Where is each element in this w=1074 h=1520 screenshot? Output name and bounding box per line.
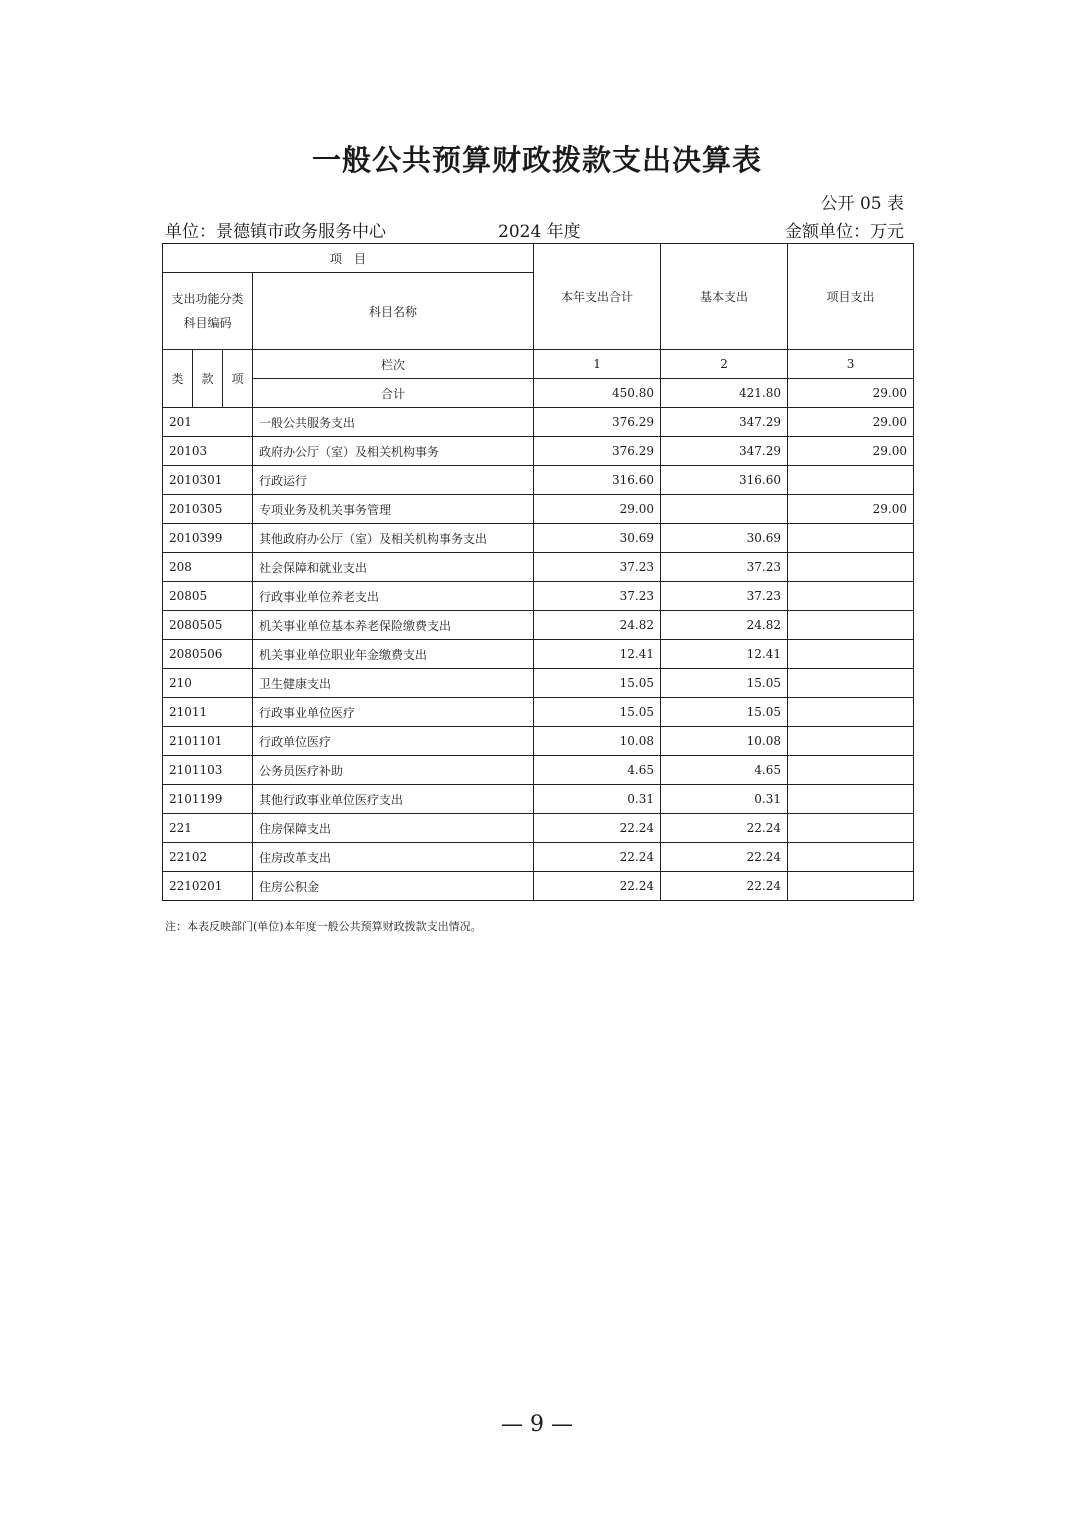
table-row: [163, 727, 914, 756]
row-basic: 22.24: [661, 843, 788, 872]
table-row: [163, 640, 914, 669]
row-basic: 316.60: [661, 466, 788, 495]
row-code: 22102: [163, 843, 253, 872]
header-lanci-2: 2: [661, 350, 788, 379]
row-project: [788, 872, 914, 901]
row-basic: 4.65: [661, 756, 788, 785]
row-project: [788, 843, 914, 872]
row-basic: 15.05: [661, 669, 788, 698]
table-row: [163, 582, 914, 611]
row-total: 15.05: [534, 698, 661, 727]
row-total: 376.29: [534, 437, 661, 466]
row-total: 24.82: [534, 611, 661, 640]
row-basic: [661, 495, 788, 524]
row-project: [788, 640, 914, 669]
row-code: 221: [163, 814, 253, 843]
row-code: 20805: [163, 582, 253, 611]
header-subject-name: 科目名称: [253, 273, 534, 350]
total-row: [163, 379, 914, 408]
header-lanci: 栏次: [253, 350, 534, 379]
row-project: [788, 756, 914, 785]
row-project: [788, 727, 914, 756]
table-row: [163, 466, 914, 495]
row-subject-name: 机关事业单位职业年金缴费支出: [253, 640, 534, 669]
row-code: 2080506: [163, 640, 253, 669]
header-xiang: 项: [223, 350, 253, 408]
table-row: [163, 437, 914, 466]
row-project: [788, 698, 914, 727]
row-total: 316.60: [534, 466, 661, 495]
row-basic: 37.23: [661, 582, 788, 611]
row-total: 30.69: [534, 524, 661, 553]
table-note: 注：本表反映部门(单位)本年度一般公共预算财政拨款支出情况。: [165, 920, 482, 933]
header-item: 项 目: [163, 244, 534, 273]
row-subject-name: 社会保障和就业支出: [253, 553, 534, 582]
row-project: [788, 553, 914, 582]
header-code-group: 支出功能分类科目编码: [163, 273, 253, 350]
row-subject-name: 公务员医疗补助: [253, 756, 534, 785]
unit-label: 单位：景德镇市政务服务中心: [165, 222, 386, 242]
row-subject-name: 行政运行: [253, 466, 534, 495]
row-basic: 347.29: [661, 437, 788, 466]
row-code: 2101101: [163, 727, 253, 756]
row-code: 2101199: [163, 785, 253, 814]
row-total: 15.05: [534, 669, 661, 698]
row-subject-name: 住房改革支出: [253, 843, 534, 872]
row-total: 4.65: [534, 756, 661, 785]
row-project: 29.00: [788, 408, 914, 437]
budget-table: [162, 243, 914, 901]
table-row: [163, 785, 914, 814]
row-project: [788, 814, 914, 843]
table-row: [163, 814, 914, 843]
row-total: 0.31: [534, 785, 661, 814]
header-row-item: [163, 244, 914, 273]
table-body: [163, 244, 914, 901]
row-project: [788, 466, 914, 495]
row-code: 210: [163, 669, 253, 698]
total-total: 450.80: [534, 379, 661, 408]
row-subject-name: 其他行政事业单位医疗支出: [253, 785, 534, 814]
header-lanci-3: 3: [788, 350, 914, 379]
year-label: 2024 年度: [498, 222, 581, 242]
header-col-project: 项目支出: [788, 244, 914, 350]
row-total: 22.24: [534, 872, 661, 901]
table-row: [163, 756, 914, 785]
row-total: 12.41: [534, 640, 661, 669]
total-basic: 421.80: [661, 379, 788, 408]
amount-unit-label: 金额单位：万元: [785, 222, 904, 242]
table-row: [163, 843, 914, 872]
row-subject-name: 行政事业单位养老支出: [253, 582, 534, 611]
row-code: 2010301: [163, 466, 253, 495]
row-basic: 12.41: [661, 640, 788, 669]
row-total: 22.24: [534, 843, 661, 872]
row-subject-name: 一般公共服务支出: [253, 408, 534, 437]
row-basic: 22.24: [661, 814, 788, 843]
row-code: 21011: [163, 698, 253, 727]
row-basic: 0.31: [661, 785, 788, 814]
header-col-total: 本年支出合计: [534, 244, 661, 350]
table-row: [163, 698, 914, 727]
row-basic: 37.23: [661, 553, 788, 582]
header-kuan: 款: [193, 350, 223, 408]
row-code: 2010305: [163, 495, 253, 524]
page-title: 一般公共预算财政拨款支出决算表: [311, 143, 762, 177]
row-project: 29.00: [788, 437, 914, 466]
header-row-lanci: [163, 350, 914, 379]
row-subject-name: 机关事业单位基本养老保险缴费支出: [253, 611, 534, 640]
table-row: [163, 495, 914, 524]
row-subject-name: 行政事业单位医疗: [253, 698, 534, 727]
row-project: [788, 582, 914, 611]
row-project: [788, 524, 914, 553]
row-project: [788, 611, 914, 640]
table-row: [163, 524, 914, 553]
row-total: 29.00: [534, 495, 661, 524]
row-total: 37.23: [534, 582, 661, 611]
total-project: 29.00: [788, 379, 914, 408]
row-project: [788, 785, 914, 814]
row-subject-name: 住房保障支出: [253, 814, 534, 843]
row-total: 37.23: [534, 553, 661, 582]
row-basic: 22.24: [661, 872, 788, 901]
row-code: 208: [163, 553, 253, 582]
row-subject-name: 住房公积金: [253, 872, 534, 901]
row-code: 20103: [163, 437, 253, 466]
total-label: 合计: [253, 379, 534, 408]
table-row: [163, 408, 914, 437]
row-code: 2010399: [163, 524, 253, 553]
row-code: 2101103: [163, 756, 253, 785]
row-subject-name: 卫生健康支出: [253, 669, 534, 698]
row-code: 2210201: [163, 872, 253, 901]
table-row: [163, 611, 914, 640]
row-code: 2080505: [163, 611, 253, 640]
row-project: [788, 669, 914, 698]
header-col-basic: 基本支出: [661, 244, 788, 350]
page-number: — 9 —: [501, 1412, 573, 1437]
row-subject-name: 行政单位医疗: [253, 727, 534, 756]
table-row: [163, 553, 914, 582]
row-project: 29.00: [788, 495, 914, 524]
form-number: 公开 05 表: [820, 194, 904, 214]
row-subject-name: 专项业务及机关事务管理: [253, 495, 534, 524]
row-basic: 10.08: [661, 727, 788, 756]
header-lei: 类: [163, 350, 193, 408]
table-row: [163, 872, 914, 901]
header-lanci-1: 1: [534, 350, 661, 379]
row-basic: 15.05: [661, 698, 788, 727]
table-row: [163, 669, 914, 698]
row-total: 10.08: [534, 727, 661, 756]
row-subject-name: 其他政府办公厅（室）及相关机构事务支出: [253, 524, 534, 553]
row-total: 376.29: [534, 408, 661, 437]
row-code: 201: [163, 408, 253, 437]
row-basic: 24.82: [661, 611, 788, 640]
row-total: 22.24: [534, 814, 661, 843]
row-subject-name: 政府办公厅（室）及相关机构事务: [253, 437, 534, 466]
row-basic: 347.29: [661, 408, 788, 437]
row-basic: 30.69: [661, 524, 788, 553]
